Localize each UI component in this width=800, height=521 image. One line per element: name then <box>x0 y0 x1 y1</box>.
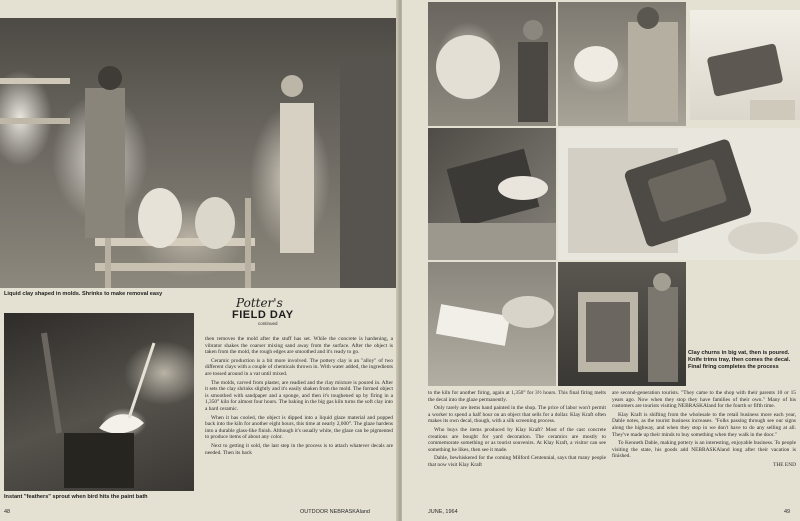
photo-decal <box>428 262 556 386</box>
decal-shapes <box>428 262 556 386</box>
paragraph: Ceramic production is a bit more involved. The pottery clay is an "alloy" of two different clays with a couple of chemicals thrown in. With water added, the ingredients are tossed around in a vat until mixed. <box>205 357 393 377</box>
paragraph: then removes the mold after the stuff has set. While the concrete is hardening, a vibrator shakes the coarser mixing sand away from the surface. After the object is taken from the mold, the rough edges are smoothed and it's ready to go. <box>205 336 393 356</box>
top-photo-caption: Liquid clay shaped in molds. Shrinks to make removal easy <box>4 291 163 297</box>
photo-tray-held <box>558 128 800 260</box>
magazine-name: OUTDOOR NEBRASKAland <box>300 509 370 515</box>
the-end: THE END <box>773 461 796 468</box>
paragraph: When it has cooled, the object is dipped into a liquid glaze material and popped back into the kiln for another eight hours, this time at nearly 2,000°. The glaze hardens into a durable glass-like finish. Although it's usually white, the glaze can be pigmented to produce items of about any color. <box>205 414 393 441</box>
paragraph: are second-generation tourists. "They came to the shop with their parents 10 or 15 years ago. Now when they stop they have families of their own." Many of his customers are tourists visiting NEBRASKAland for the fourth or fifth time. <box>612 390 796 410</box>
paragraph: Next to getting it sold, the last step in the process is to attach whatever decals are needed. Then its back <box>205 442 393 456</box>
bird-painting-photo <box>4 313 194 491</box>
workshop-shapes <box>0 18 398 288</box>
pouring-shapes <box>558 2 686 126</box>
paragraph: Dahle, bewhiskered for the coming Milford Centennial, says that many people that now visit Klay Kraft <box>428 455 606 468</box>
right-page <box>402 0 800 521</box>
paragraph: Who buys the items produced by Klay Kraft? Most of the cast concrete creations are bought for yard decoration. The ceramics are mostly to commemorate something or as tourist souvenirs. At Klay Kraft, a visitor can see something he likes, then see it made. <box>428 426 606 453</box>
knife-shapes <box>428 128 556 260</box>
paragraph: The molds, carved from plaster, are readied and the clay mixture is poured in. After it sets the clay shrinks slightly and it's easily shaken from the mold. The formed object is smoothed with sandpaper and a sponge, and then it's toughened up by firing in a 1,350° kiln for almost four hours. The baking in the big gas kiln turns the soft clay into a hard ceramic. <box>205 379 393 412</box>
paragraph: To Kenneth Dahle, making pottery is an interesting, enjoyable business. To people visiting the state, his goods add NEBRASKAland long after their vacation is finished. <box>612 440 796 460</box>
photo-mold-tray <box>690 10 800 120</box>
issue-date: JUNE, 1964 <box>428 509 458 515</box>
bottom-photo-caption: Instant "feathers" sprout when bird hits the paint bath <box>4 494 148 500</box>
photo-pouring <box>558 2 686 126</box>
page-number-left: 48 <box>4 509 11 515</box>
tray-shapes <box>690 10 800 120</box>
paragraph: Klay Kraft is shifting from the wholesale to the retail business more each year, Dahle notes, as the tourist business increases. "Folks passing through see our signs along the highway, and when they stop in we don't have to do any selling at all. They've made up their minds to buy something when they walk in the door." <box>612 411 796 438</box>
right-article-column-2 <box>612 390 796 469</box>
tray-held-shapes <box>558 128 800 260</box>
paragraph: to the kiln for another firing, again at 1,350° for 3½ hours. This final firing melts the decal into the glaze permanently. <box>428 390 606 403</box>
page-number-right: 49 <box>784 509 791 515</box>
left-page <box>0 0 398 521</box>
left-article-column <box>205 336 393 458</box>
title-continued: continued <box>258 321 278 326</box>
right-article-column-1 <box>428 390 606 471</box>
workshop-photo <box>0 18 398 288</box>
title-main: FIELD DAY <box>232 309 294 321</box>
photo-knife-trim <box>428 128 556 260</box>
photo-worker-vat <box>428 2 556 126</box>
paragraph: Only rarely are items hand painted in the shop. The price of labor won't permit a worker to spend a half hour on an object that sells for a dollar. Klay Kraft often makes its own decal, though, with a silk screening process. <box>428 405 606 425</box>
kiln-shapes <box>558 262 686 386</box>
bird-shapes <box>4 313 194 491</box>
title-script: Potter's <box>236 296 283 310</box>
vat-shapes <box>428 2 556 126</box>
article-title <box>228 296 308 330</box>
right-photo-caption: Clay churns in big vat, then is poured. Knife trims tray, then comes the decal. Final firing completes the process <box>688 350 791 370</box>
photo-kiln <box>558 262 686 386</box>
